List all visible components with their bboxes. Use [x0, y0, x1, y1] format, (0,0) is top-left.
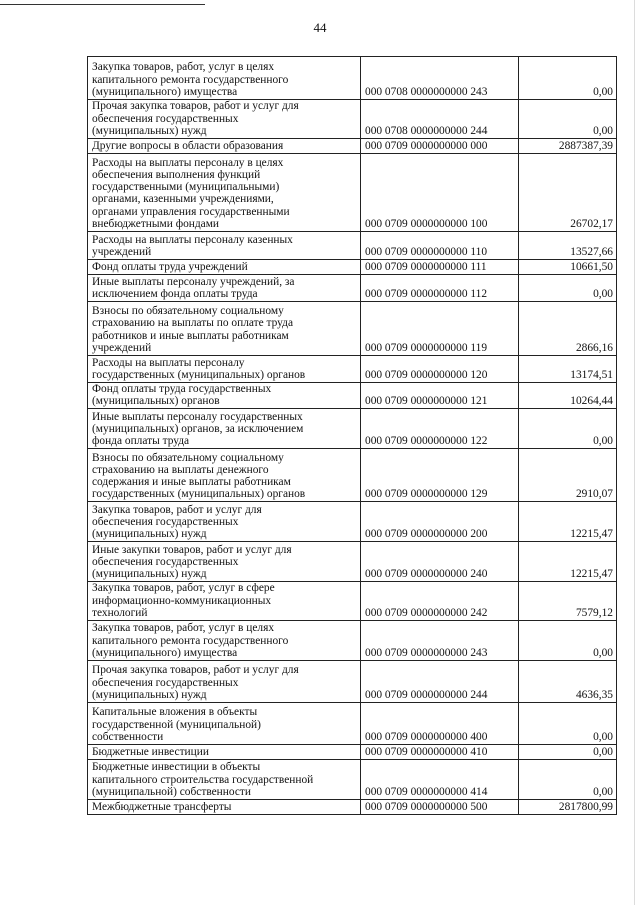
table-row — [88, 57, 617, 100]
row-code-cell: 000 0709 0000000000 000 — [361, 139, 519, 154]
row-code-cell: 000 0709 0000000000 410 — [361, 745, 519, 760]
row-name-cell: Иные выплаты персоналу учреждений, за исключением фонда оплаты труда — [88, 275, 361, 302]
table-row — [88, 661, 617, 703]
row-name-cell: Капитальные вложения в объекты государственной (муниципальной) собственности — [88, 703, 361, 745]
row-code-cell: 000 0708 0000000000 244 — [361, 100, 519, 139]
table-row — [88, 800, 617, 815]
table-row — [88, 232, 617, 260]
table-row — [88, 260, 617, 275]
table-row — [88, 542, 617, 582]
table-row — [88, 621, 617, 661]
row-name-cell: Расходы на выплаты персоналу в целях обеспечения выполнения функций государственными (муниципальными) органами, казенными учреждениями, органами управления государственными внебюджетными фондами — [88, 154, 361, 232]
row-name-cell: Бюджетные инвестиции — [88, 745, 361, 760]
row-sum-cell: 7579,12 — [519, 582, 617, 621]
row-sum-cell: 0,00 — [519, 621, 617, 661]
table-row — [88, 409, 617, 449]
table-row — [88, 302, 617, 356]
row-code-cell: 000 0709 0000000000 110 — [361, 232, 519, 260]
row-name-cell: Фонд оплаты труда государственных (муниципальных) органов — [88, 383, 361, 409]
row-name-cell: Бюджетные инвестиции в объекты капитального строительства государственной (муниципальной) собственности — [88, 760, 361, 800]
row-sum-cell: 2887387,39 — [519, 139, 617, 154]
row-code-cell: 000 0709 0000000000 129 — [361, 449, 519, 502]
row-name-cell: Межбюджетные трансферты — [88, 800, 361, 815]
row-name-cell: Закупка товаров, работ, услуг в сфере информационно-коммуникационных технологий — [88, 582, 361, 621]
row-sum-cell: 0,00 — [519, 275, 617, 302]
row-code-cell: 000 0709 0000000000 112 — [361, 275, 519, 302]
table-row — [88, 760, 617, 800]
table-row — [88, 745, 617, 760]
row-name-cell: Иные закупки товаров, работ и услуг для обеспечения государственных (муниципальных) нужд — [88, 542, 361, 582]
row-code-cell: 000 0708 0000000000 243 — [361, 57, 519, 100]
row-name-cell: Прочая закупка товаров, работ и услуг для обеспечения государственных (муниципальных) нужд — [88, 661, 361, 703]
row-code-cell: 000 0709 0000000000 100 — [361, 154, 519, 232]
table-row — [88, 356, 617, 383]
table-row — [88, 154, 617, 232]
budget-table — [87, 56, 617, 815]
row-sum-cell: 2866,16 — [519, 302, 617, 356]
row-code-cell: 000 0709 0000000000 242 — [361, 582, 519, 621]
row-code-cell: 000 0709 0000000000 243 — [361, 621, 519, 661]
row-code-cell: 000 0709 0000000000 400 — [361, 703, 519, 745]
row-sum-cell: 0,00 — [519, 57, 617, 100]
row-code-cell: 000 0709 0000000000 200 — [361, 502, 519, 542]
row-name-cell: Взносы по обязательному социальному страхованию на выплаты по оплате труда работников и иные выплаты работникам учреждений — [88, 302, 361, 356]
row-name-cell: Прочая закупка товаров, работ и услуг для обеспечения государственных (муниципальных) нужд — [88, 100, 361, 139]
row-name-cell: Расходы на выплаты персоналу казенных учреждений — [88, 232, 361, 260]
table-row — [88, 502, 617, 542]
top-edge-line — [0, 4, 205, 5]
row-code-cell: 000 0709 0000000000 500 — [361, 800, 519, 815]
row-sum-cell: 4636,35 — [519, 661, 617, 703]
row-sum-cell: 26702,17 — [519, 154, 617, 232]
row-sum-cell: 2910,07 — [519, 449, 617, 502]
table-row — [88, 275, 617, 302]
row-sum-cell: 13174,51 — [519, 356, 617, 383]
row-sum-cell: 12215,47 — [519, 502, 617, 542]
row-code-cell: 000 0709 0000000000 240 — [361, 542, 519, 582]
table-row — [88, 139, 617, 154]
row-code-cell: 000 0709 0000000000 111 — [361, 260, 519, 275]
row-code-cell: 000 0709 0000000000 414 — [361, 760, 519, 800]
row-sum-cell: 0,00 — [519, 409, 617, 449]
table-row — [88, 582, 617, 621]
budget-table-body — [88, 57, 617, 815]
row-name-cell: Расходы на выплаты персоналу государственных (муниципальных) органов — [88, 356, 361, 383]
row-code-cell: 000 0709 0000000000 244 — [361, 661, 519, 703]
table-row — [88, 703, 617, 745]
page-number: 44 — [313, 20, 327, 35]
table-row — [88, 100, 617, 139]
row-code-cell: 000 0709 0000000000 119 — [361, 302, 519, 356]
row-code-cell: 000 0709 0000000000 120 — [361, 356, 519, 383]
row-sum-cell: 13527,66 — [519, 232, 617, 260]
row-code-cell: 000 0709 0000000000 122 — [361, 409, 519, 449]
row-sum-cell: 0,00 — [519, 703, 617, 745]
row-name-cell: Фонд оплаты труда учреждений — [88, 260, 361, 275]
row-name-cell: Закупка товаров, работ и услуг для обеспечения государственных (муниципальных) нужд — [88, 502, 361, 542]
row-name-cell: Иные выплаты персоналу государственных (муниципальных) органов, за исключением фонда оплаты труда — [88, 409, 361, 449]
table-row — [88, 449, 617, 502]
row-sum-cell: 10661,50 — [519, 260, 617, 275]
row-sum-cell: 0,00 — [519, 760, 617, 800]
row-name-cell: Закупка товаров, работ, услуг в целях капитального ремонта государственного (муниципального) имущества — [88, 57, 361, 100]
row-sum-cell: 2817800,99 — [519, 800, 617, 815]
scan-edge-shadow — [634, 0, 635, 905]
row-code-cell: 000 0709 0000000000 121 — [361, 383, 519, 409]
row-sum-cell: 0,00 — [519, 745, 617, 760]
row-name-cell: Закупка товаров, работ, услуг в целях капитального ремонта государственного (муниципального) имущества — [88, 621, 361, 661]
row-name-cell: Взносы по обязательному социальному страхованию на выплаты денежного содержания и иные выплаты работникам государственных (муниципальных) органов — [88, 449, 361, 502]
table-row — [88, 383, 617, 409]
row-sum-cell: 12215,47 — [519, 542, 617, 582]
row-sum-cell: 10264,44 — [519, 383, 617, 409]
row-sum-cell: 0,00 — [519, 100, 617, 139]
row-name-cell: Другие вопросы в области образования — [88, 139, 361, 154]
